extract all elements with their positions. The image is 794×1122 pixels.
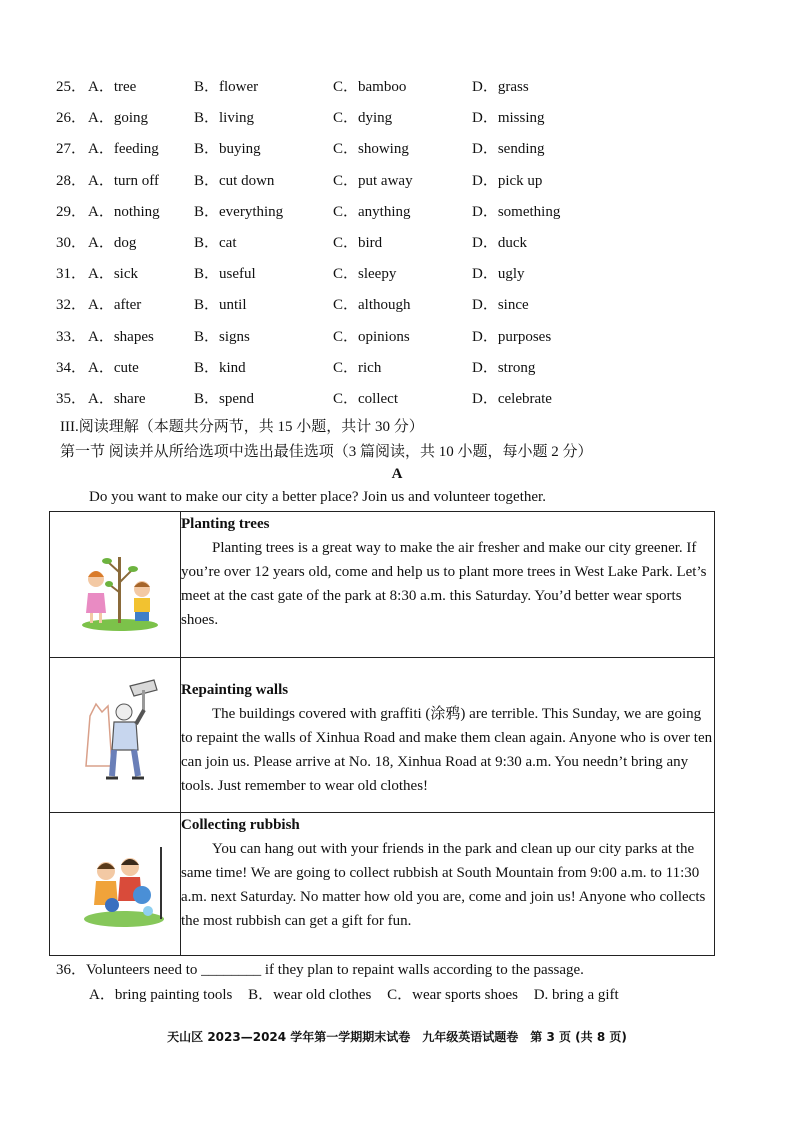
question-number: 27． [56, 141, 87, 158]
question-number: 31． [56, 266, 87, 283]
option-c[interactable]: C．rich [333, 359, 382, 376]
option-row [56, 76, 756, 107]
option-c[interactable]: C．opinions [333, 328, 410, 345]
activity-image-cell [50, 512, 181, 658]
option-d[interactable]: D．since [472, 297, 529, 314]
activity-description: You can hang out with your friends in the park and clean up our city parks at the same time! We are going to collect rubbish at South Mountain from 9:00 a.m. to 11:30 a.m. next Saturday. No matter how old you are, come and join us! Anyone who collects the most rubbish can get a gift for fun. [181, 841, 706, 929]
option-b[interactable]: B．signs [194, 328, 250, 345]
option-b[interactable]: B．flower [194, 79, 259, 95]
cloze-options [56, 76, 756, 419]
option-b[interactable]: B．buying [194, 141, 261, 158]
question-number: 28． [56, 172, 87, 189]
activity-row [50, 512, 715, 658]
option-a[interactable]: A．shapes [88, 328, 154, 345]
option-d[interactable]: D．celebrate [472, 390, 552, 407]
option-row [56, 138, 756, 169]
activity-description: Planting trees is a great way to make the air fresher and make our city greener. If you’re over 12 years old, come and help us to plant more trees in West Lake Park. Let’s meet at the cast gate of the park at 8:30 a.m. this Saturday. You’d better wear sports shoes. [181, 540, 707, 628]
collecting-rubbish-illustration [84, 843, 169, 928]
option-c[interactable]: C．sleepy [333, 266, 397, 283]
activity-title: Repainting walls [181, 682, 289, 698]
section-subtitle: 第一节 阅读并从所给选项中选出最佳选项（3 篇阅读，共 10 小题，每小题 2 分） [60, 444, 593, 460]
option-a[interactable]: A．after [88, 297, 142, 314]
question-number: 29． [56, 203, 87, 220]
option-b[interactable]: B．spend [194, 390, 255, 407]
option-b[interactable]: B．until [194, 297, 247, 314]
option-d[interactable]: D．something [472, 203, 561, 220]
activity-image-cell [50, 658, 181, 813]
activity-row [50, 658, 715, 813]
option-a[interactable]: A．bring painting tools [89, 987, 233, 1003]
option-c[interactable]: C．wear sports shoes [387, 987, 518, 1003]
option-d[interactable]: D．purposes [472, 328, 552, 345]
option-b[interactable]: B．cut down [194, 172, 275, 189]
question-number: 34． [56, 359, 87, 376]
activity-title: Collecting rubbish [181, 817, 300, 833]
activity-text-cell [181, 658, 715, 813]
option-c[interactable]: C．although [333, 297, 411, 314]
option-a[interactable]: A．turn off [88, 172, 159, 189]
option-b[interactable]: B．everything [194, 203, 284, 220]
activity-title: Planting trees [181, 516, 270, 532]
option-d[interactable]: D．grass [472, 79, 529, 95]
option-row [56, 232, 756, 263]
option-b[interactable]: B．cat [194, 234, 237, 251]
option-c[interactable]: C．bird [333, 234, 383, 251]
question-number: 25． [56, 79, 87, 95]
option-d[interactable]: D．ugly [472, 266, 525, 283]
question-options [89, 983, 631, 1004]
option-c[interactable]: C．anything [333, 203, 411, 220]
option-c[interactable]: C．collect [333, 390, 398, 407]
option-d[interactable]: D．sending [472, 141, 545, 158]
activity-description: The buildings covered with graffiti (涂鸦) are terrible. This Sunday, we are going to repaint the walls of Xinhua Road and make them clean again. Anyone who is over ten can join us. Please arrive at No. 18, Xinhua Road at 9:30 a.m. You needn’t bring any tools. Just remember to wear old clothes! [181, 706, 713, 794]
option-row [56, 357, 756, 388]
activities-table [49, 511, 715, 956]
section-title: III.阅读理解（本题共分两节，共 15 小题，共计 30 分） [60, 419, 424, 435]
option-row [56, 326, 756, 357]
passage-intro: Do you want to make our city a better place? Join us and volunteer together. [89, 489, 546, 505]
painting-wall-illustration [82, 676, 167, 786]
option-row [56, 294, 756, 325]
page-footer: 天山区 2023—2024 学年第一学期期末试卷 九年级英语试题卷 第 3 页 (共 8 页) [167, 1030, 627, 1044]
option-c[interactable]: C．bamboo [333, 79, 407, 95]
option-row [56, 170, 756, 201]
option-b[interactable]: B．useful [194, 266, 256, 283]
option-a[interactable]: A．nothing [88, 203, 160, 220]
question-number: 26． [56, 110, 87, 127]
option-b[interactable]: B．wear old clothes [248, 987, 372, 1003]
activity-row [50, 813, 715, 956]
passage-label: A [391, 466, 403, 482]
option-row [56, 201, 756, 232]
activity-image-cell [50, 813, 181, 956]
planting-trees-illustration [80, 537, 160, 632]
option-c[interactable]: C．dying [333, 110, 393, 127]
option-b[interactable]: B．living [194, 110, 255, 127]
activity-text-cell [181, 813, 715, 956]
option-a[interactable]: A．feeding [88, 141, 159, 158]
option-c[interactable]: C．showing [333, 141, 409, 158]
option-d[interactable]: D．duck [472, 234, 527, 251]
question-number: 35． [56, 390, 87, 407]
option-c[interactable]: C．put away [333, 172, 413, 189]
option-d[interactable]: D．missing [472, 110, 545, 127]
question-number: 30． [56, 234, 87, 251]
question-number: 33． [56, 328, 87, 345]
question-stem: 36．Volunteers need to ________ if they plan to repaint walls according to the passage. [56, 962, 584, 978]
question-number: 32． [56, 297, 87, 314]
option-a[interactable]: A．dog [88, 234, 137, 251]
option-b[interactable]: B．kind [194, 359, 246, 376]
option-a[interactable]: A．share [88, 390, 146, 407]
option-row [56, 263, 756, 294]
activity-text-cell [181, 512, 715, 658]
option-row [56, 107, 756, 138]
option-a[interactable]: A．going [88, 110, 149, 127]
option-d[interactable]: D. bring a gift [533, 987, 619, 1003]
option-a[interactable]: A．sick [88, 266, 138, 283]
option-d[interactable]: D．strong [472, 359, 536, 376]
option-a[interactable]: A．cute [88, 359, 139, 376]
option-d[interactable]: D．pick up [472, 172, 543, 189]
option-a[interactable]: A．tree [88, 79, 137, 95]
